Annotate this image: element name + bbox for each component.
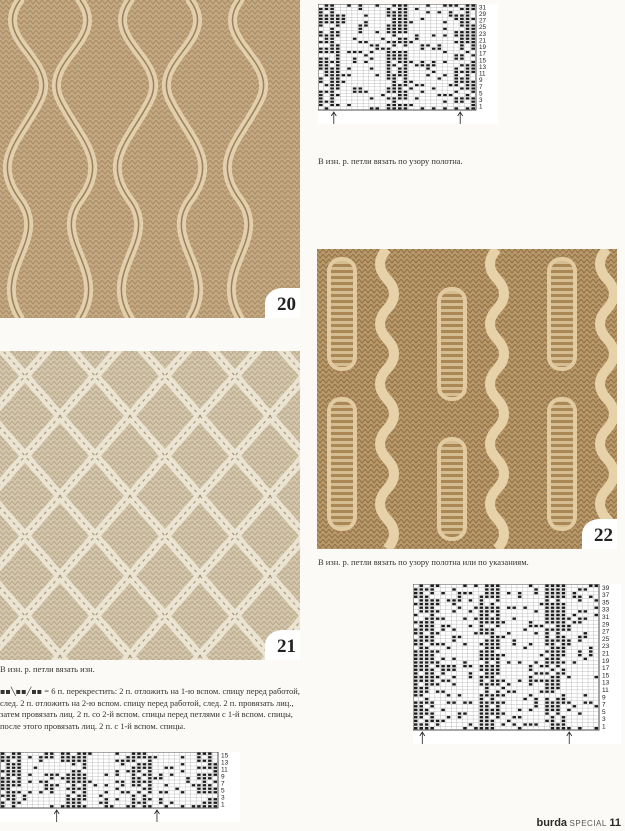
page-footer [536, 817, 621, 829]
chart-row-label: 27 [602, 628, 610, 636]
chart-row-label: 11 [602, 687, 609, 695]
chart-arrow-icon [331, 112, 336, 124]
chart-row-label: 7 [221, 780, 225, 788]
chart-row-label: 1 [479, 103, 483, 111]
chart-row-label: 23 [479, 30, 486, 38]
chart-row-label: 1 [221, 801, 225, 809]
chart-row-label: 3 [221, 794, 225, 802]
knitting-chart-top [318, 4, 498, 124]
sample-number-20: 20 [265, 288, 300, 318]
chart-row-label: 19 [602, 657, 610, 665]
chart-row-label: 5 [479, 90, 483, 98]
chart-row-label: 25 [479, 24, 486, 32]
chart-row-label: 29 [602, 621, 610, 629]
chart-arrow-icon [567, 732, 572, 744]
chart-row-label: 5 [602, 708, 606, 716]
chart-row-label: 13 [479, 63, 486, 71]
chart-arrow-icon [458, 112, 463, 124]
chart-row-label: 15 [602, 672, 610, 680]
chart-row-label: 37 [602, 592, 610, 600]
chart-row-label: 3 [602, 716, 606, 724]
chart-arrow-icon [154, 810, 159, 822]
knitting-chart-bottom [0, 752, 240, 822]
chart-arrow-icon [420, 732, 425, 744]
chart-arrow-icon [54, 810, 59, 822]
chart-row-label: 5 [221, 787, 225, 795]
caption-left-1: В изн. р. петли вязать изн. [0, 664, 95, 674]
chart-row-label: 11 [221, 766, 228, 774]
chart-row-label: 17 [479, 50, 486, 58]
chart-row-label: 21 [479, 37, 486, 45]
chart-row-label: 7 [479, 83, 483, 91]
knitting-chart-middle [413, 584, 621, 744]
chart-row-label: 31 [602, 614, 610, 622]
knit-sample-photo-20 [0, 0, 300, 318]
caption-middle: В изн. р. петли вязать по узору полотна или по указаниям. [318, 557, 529, 567]
chart-row-label: 15 [221, 752, 229, 760]
sample-number-22: 22 [582, 519, 617, 549]
chart-row-label: 27 [479, 17, 486, 25]
chart-row-label: 25 [602, 635, 610, 643]
edition-label: SPECIAL [569, 819, 607, 828]
caption-left-2: ▪▪╲▪▪╱▪▪ = 6 п. перекрестить: 2 п. отложить на 1-ю вспом. спицу перед работой, след. 2 п. отложить на 2-ю вспом. спицу перед работой, след. 2 п. провязать лиц., затем провязать лиц. 2 п. со 2-й вспом. спицы перед петлями с 1-й вспом. спицы, после этого провязать лиц. 2 п. с 1-й вспом. спицы. [0, 686, 300, 731]
chart-row-label: 15 [479, 57, 486, 65]
cable-symbol-icon: ▪▪╲▪▪╱▪▪ [0, 687, 43, 696]
brand-name: burda [536, 817, 568, 829]
sample-number-21: 21 [265, 630, 300, 660]
chart-row-label: 3 [479, 97, 483, 105]
chart-row-label: 23 [602, 643, 610, 651]
chart-row-label: 19 [479, 44, 486, 52]
chart-row-label: 9 [479, 77, 483, 85]
chart-row-label: 9 [602, 694, 606, 702]
knit-sample-photo-21 [0, 351, 300, 660]
knit-sample-photo-22 [317, 249, 617, 549]
chart-row-label: 31 [479, 4, 486, 12]
chart-row-label: 13 [602, 679, 610, 687]
chart-row-label: 7 [602, 701, 606, 709]
chart-row-label: 11 [479, 70, 486, 78]
chart-row-label: 17 [602, 665, 610, 673]
chart-row-label: 9 [221, 773, 225, 781]
page-number: 11 [609, 817, 621, 829]
caption-top: В изн. р. петли вязать по узору полотна. [318, 156, 463, 166]
chart-row-label: 33 [602, 606, 610, 614]
chart-row-label: 13 [221, 759, 229, 767]
chart-row-label: 29 [479, 10, 486, 18]
chart-row-label: 39 [602, 584, 610, 592]
chart-row-label: 35 [602, 599, 610, 607]
chart-row-label: 1 [602, 723, 606, 731]
chart-row-label: 21 [602, 650, 610, 658]
